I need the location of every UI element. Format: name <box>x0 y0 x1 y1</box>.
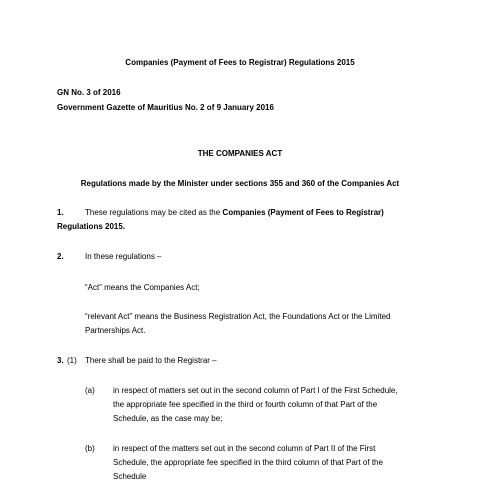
item-b-line1: in respect of the matters set out in the second column of Part II of the First <box>113 444 376 453</box>
item-b-line3: Schedule <box>113 472 147 481</box>
item-a-line1: in respect of matters set out in the second column of Part I of the First Schedule, <box>113 386 398 395</box>
reg1-text-plain: These regulations may be cited as the <box>85 208 223 217</box>
definition-relevant-act-line1: “relevant Act” means the Business Registration Act, the Foundations Act or the Limited <box>85 312 391 321</box>
reg1-text-continued: Regulations 2015. <box>57 222 126 231</box>
item-b-label: (b) <box>85 444 95 453</box>
reg1-text-bold: Companies (Payment of Fees to Registrar) <box>222 208 384 217</box>
item-a-line2: the appropriate fee specified in the third or fourth column of that Part of the <box>113 400 378 409</box>
reg3-subsection: (1) <box>67 356 77 365</box>
definition-act: “Act” means the Companies Act; <box>85 283 200 292</box>
reg1-number: 1. <box>57 208 64 217</box>
gn-number: GN No. 3 of 2016 <box>57 88 121 97</box>
reg2-number: 2. <box>57 252 64 261</box>
reg2-intro: In these regulations – <box>85 252 162 261</box>
reg1-text <box>85 207 384 218</box>
definition-relevant-act-line2: Partnerships Act. <box>85 326 146 335</box>
reg3-intro: There shall be paid to the Registrar – <box>85 356 217 365</box>
regulations-subheading: Regulations made by the Minister under sections 355 and 360 of the Companies Act <box>80 179 400 188</box>
act-heading: THE COMPANIES ACT <box>197 149 283 158</box>
gazette-reference: Government Gazette of Mauritius No. 2 of 9 January 2016 <box>57 103 274 112</box>
reg3-number: 3. <box>57 356 64 365</box>
item-a-label: (a) <box>85 386 95 395</box>
item-a-line3: Schedule, as the case may be; <box>113 414 223 423</box>
item-b-line2: Schedule, the appropriate fee specified in the third column of that Part of the <box>113 458 383 467</box>
document-title: Companies (Payment of Fees to Registrar) Regulations 2015 <box>125 58 355 67</box>
